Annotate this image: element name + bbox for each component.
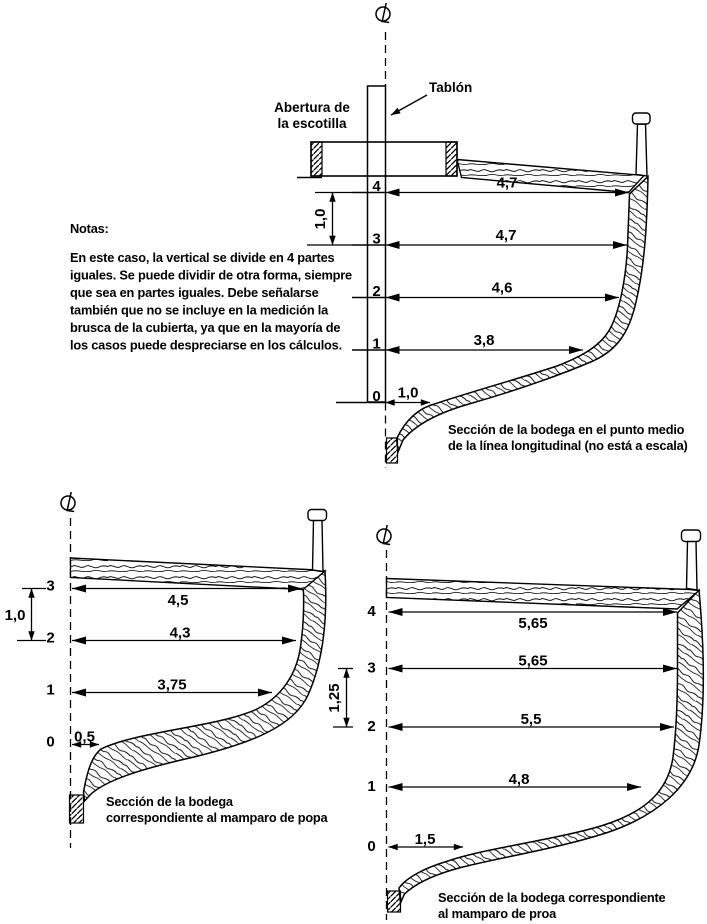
station-label: 0 xyxy=(372,388,381,405)
keel-section xyxy=(70,795,84,823)
caption-line1: Sección de la bodega en el punto medio xyxy=(448,422,685,437)
breadth-dimension-label: 4,3 xyxy=(169,624,191,642)
breadth-dimension-label: 5,65 xyxy=(518,615,548,632)
section-proa-diagram xyxy=(326,525,703,921)
centerline-icon xyxy=(376,3,390,23)
spacing-dimension-label: 1,25 xyxy=(326,683,343,713)
bulwark-post xyxy=(687,541,698,590)
station-label: 2 xyxy=(46,629,55,647)
keel-section xyxy=(387,438,398,463)
breadth-dimension-label: 5,5 xyxy=(520,711,542,728)
tablon-leader-arrow xyxy=(391,95,427,115)
spacing-dimension-label: 1,0 xyxy=(312,208,329,230)
station-label: 3 xyxy=(372,230,381,248)
notes-line: los casos puede despreciarse en los cálculos. xyxy=(70,337,342,353)
station-label: 0 xyxy=(46,733,55,751)
bulwark-post xyxy=(313,520,324,572)
hull-shell xyxy=(397,174,649,453)
breadth-dimension-label: 3,8 xyxy=(473,332,495,349)
spacing-dimension-label: 1,0 xyxy=(4,607,26,624)
deck-plating xyxy=(71,558,326,590)
bulwark-post xyxy=(636,124,647,176)
notes-line: iguales. Se puede dividir de otra forma, siempre xyxy=(70,267,352,283)
caption-line2: al mamparo de proa xyxy=(438,906,557,921)
centerline-icon xyxy=(377,525,391,545)
breadth-dimension-label: 4,7 xyxy=(495,227,517,244)
hatch-opening-label-line1: Abertura de xyxy=(274,100,350,115)
station-label: 1 xyxy=(46,681,55,699)
notes-block xyxy=(70,221,352,353)
notes-line: también que no se incluye en la medición la xyxy=(70,302,329,318)
centerline-icon xyxy=(61,492,75,512)
hatch-coaming-right xyxy=(446,142,457,176)
deck-plating xyxy=(457,160,644,193)
notes-heading: Notas: xyxy=(70,221,109,236)
breadth-dimension-label: 0,5 xyxy=(74,728,95,746)
station-label: 3 xyxy=(46,577,55,595)
breadth-dimension-label: 4,8 xyxy=(508,771,530,788)
station-label: 2 xyxy=(372,283,381,300)
hatch-opening xyxy=(311,142,457,176)
section-midship-diagram xyxy=(274,3,687,468)
station-label: 4 xyxy=(367,603,376,620)
deck-plating xyxy=(387,579,700,610)
caption-line2: de la línea longitudinal (no está a escala) xyxy=(448,438,688,453)
notes-line: que sea en partes iguales. Debe señalarse xyxy=(70,285,319,300)
station-label: 1 xyxy=(367,778,376,795)
breadth-dimension-label: 4,5 xyxy=(167,592,189,609)
station-label: 0 xyxy=(367,838,376,855)
breadth-dimension-label: 3,75 xyxy=(157,676,187,694)
bulwark-post-cap xyxy=(308,510,327,521)
station-label: 2 xyxy=(367,718,376,735)
caption-line1: Sección de la bodega correspondiente xyxy=(438,890,666,905)
bulwark-post-cap xyxy=(633,113,651,124)
breadth-dimension-label: 1,5 xyxy=(414,831,436,848)
notes-line: En este caso, la vertical se divide en 4 partes xyxy=(70,250,335,265)
hatch-coaming-left xyxy=(311,142,322,176)
breadth-dimension-label: 1,0 xyxy=(397,384,419,402)
tablon-label: Tablón xyxy=(429,80,473,95)
hull-shell xyxy=(399,590,703,903)
breadth-dimension-label: 4,6 xyxy=(491,279,513,297)
notes-line: brusca de la cubierta, ya que en la mayoría de xyxy=(70,320,341,335)
breadth-dimension-label: 5,65 xyxy=(518,652,548,670)
station-label: 1 xyxy=(372,335,381,353)
caption-line2: correspondiente al mamparo de popa xyxy=(106,810,328,825)
station-label: 4 xyxy=(372,178,381,195)
station-label: 3 xyxy=(367,659,376,677)
bulwark-post-cap xyxy=(682,530,701,542)
keel-section xyxy=(388,891,401,912)
hull-shell xyxy=(84,571,326,801)
section-popa-diagram xyxy=(5,492,329,848)
caption-line1: Sección de la bodega xyxy=(106,794,233,809)
breadth-dimension-label: 4,7 xyxy=(496,174,518,192)
hatch-opening-label-line2: la escotilla xyxy=(277,116,347,131)
